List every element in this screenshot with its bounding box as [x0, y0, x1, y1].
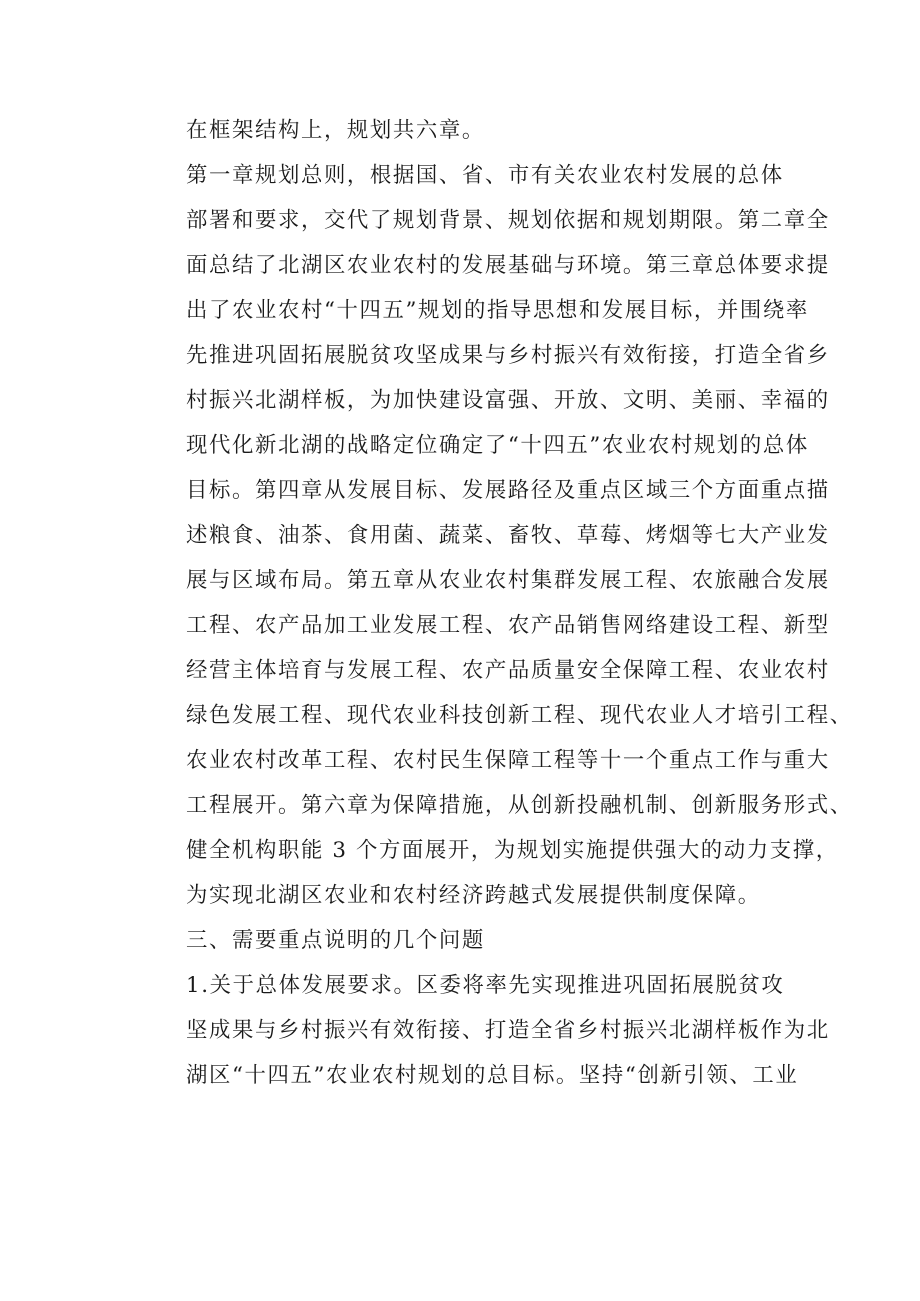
text-line: 村振兴北湖样板，为加快建设富强、开放、文明、美丽、幸福的 — [186, 388, 830, 413]
text-line: 目标。第四章从发展目标、发展路径及重点区域三个方面重点描 — [186, 478, 830, 503]
text-line: 经营主体培育与发展工程、农产品质量安全保障工程、农业农村 — [186, 658, 830, 683]
paragraph-structure-intro — [136, 108, 816, 153]
text-line: 健全机构职能 3 个方面展开，为规划实施提供强大的动力支撑， — [186, 838, 839, 863]
text-line: 展与区域布局。第五章从农业农村集群发展工程、农旅融合发展 — [186, 568, 830, 593]
text-line: 现代化新北湖的战略定位确定了“十四五”农业农村规划的总体 — [186, 433, 809, 458]
section-heading — [136, 918, 816, 963]
text-line: 部署和要求，交代了规划背景、规划依据和规划期限。第二章全 — [186, 208, 830, 233]
paragraph-development-requirements — [136, 963, 830, 1098]
text-line: 先推进巩固拓展脱贫攻坚成果与乡村振兴有效衔接，打造全省乡 — [186, 343, 830, 368]
paragraph-chapter-summary — [136, 153, 853, 918]
text-line: 农业农村改革工程、农村民生保障工程等十一个重点工作与重大 — [186, 748, 830, 773]
text-line: 为实现北湖区农业和农村经济跨越式发展提供制度保障。 — [186, 883, 761, 908]
text-line: 绿色发展工程、现代农业科技创新工程、现代农业人才培引工程、 — [186, 703, 853, 728]
text-line: 出了农业农村“十四五”规划的指导思想和发展目标，并围绕率 — [186, 298, 809, 323]
document-body — [136, 108, 853, 1098]
text-line: 面总结了北湖区农业农村的发展基础与环境。第三章总体要求提 — [186, 253, 830, 278]
text-line: 坚成果与乡村振兴有效衔接、打造全省乡村振兴北湖样板作为北 — [186, 1018, 830, 1043]
text-line: 在框架结构上，规划共六章。 — [186, 118, 485, 143]
text-line: 工程、农产品加工业发展工程、农产品销售网络建设工程、新型 — [186, 613, 830, 638]
text-line: 工程展开。第六章为保障措施，从创新投融机制、创新服务形式、 — [186, 793, 853, 818]
text-line: 1.关于总体发展要求。区委将率先实现推进巩固拓展脱贫攻 — [186, 973, 785, 998]
text-line: 湖区“十四五”农业农村规划的总目标。坚持“创新引领、工业 — [186, 1063, 799, 1088]
text-line: 三、需要重点说明的几个问题 — [186, 928, 485, 953]
text-line: 述粮食、油茶、食用菌、蔬菜、畜牧、草莓、烤烟等七大产业发 — [186, 523, 830, 548]
text-line: 第一章规划总则，根据国、省、市有关农业农村发展的总体 — [186, 163, 784, 188]
